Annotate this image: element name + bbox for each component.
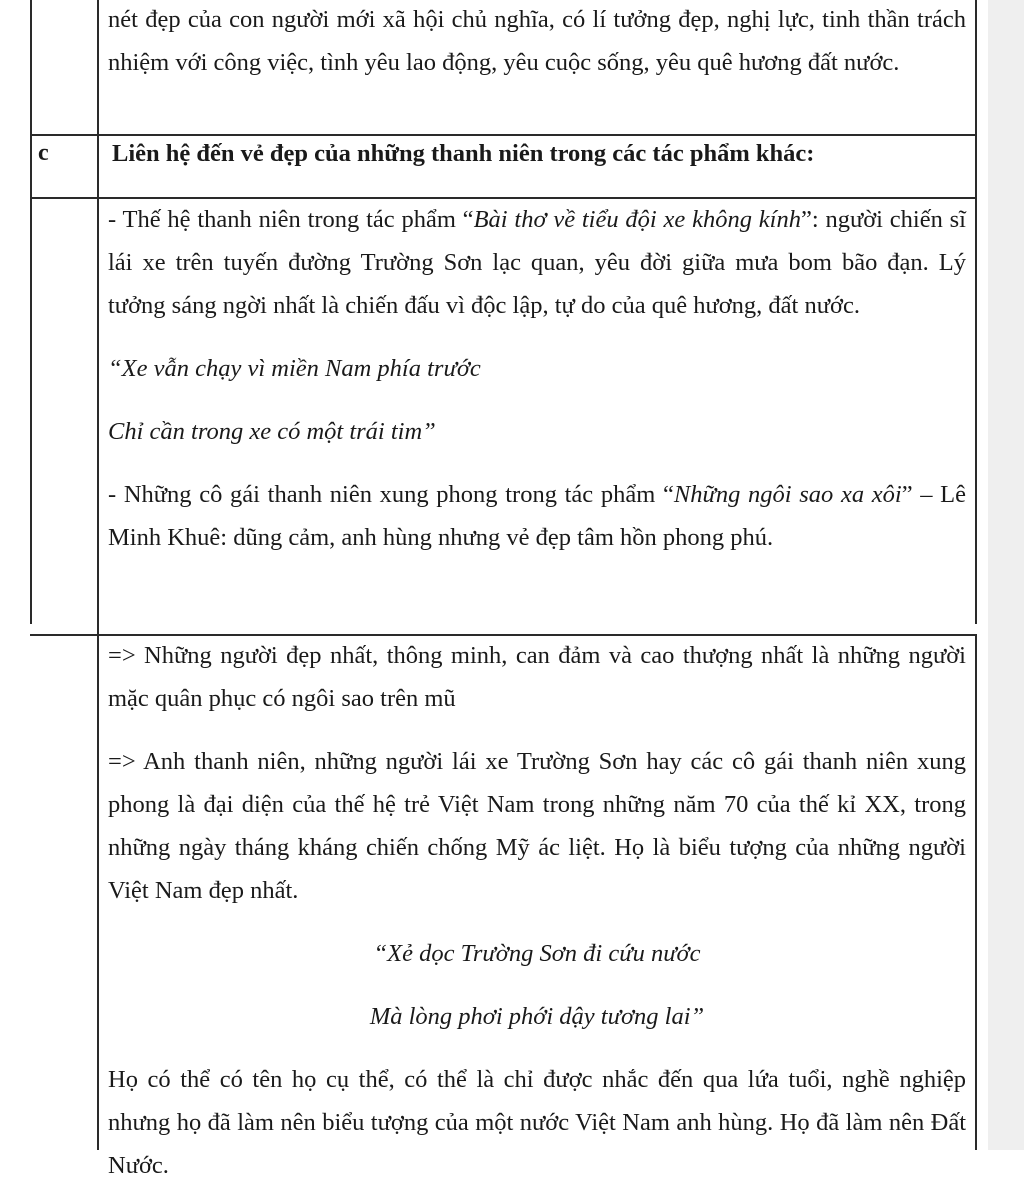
lower-table-right-border (975, 634, 977, 1150)
row-divider-1 (30, 134, 977, 136)
p1-lead: - Thế hệ thanh niên trong tác phẩm “ (108, 206, 474, 233)
top-cell (108, 0, 966, 84)
p2-lead: - Những cô gái thanh niên xung phong trong tác phẩm “ (108, 481, 674, 508)
table-column-divider (97, 0, 99, 1150)
quote-2-line-2 (108, 995, 966, 1038)
bottom-cell (108, 634, 966, 1187)
top-cell-text: nét đẹp của con người mới xã hội chủ nghĩa, có lí tưởng đẹp, nghị lực, tinh thần trách nhiệm với công việc, tình yêu lao động, yêu cuộc sống, yêu quê hương đất nước. (108, 6, 966, 76)
quote-1-line-2 (108, 410, 966, 453)
quote-2-line-1-text: “Xẻ dọc Trường Sơn đi cứu nước (373, 940, 701, 967)
p1-work-title: Bài thơ về tiểu đội xe không kính (473, 206, 801, 233)
table-left-border (30, 0, 32, 624)
conclusion-2: => Anh thanh niên, những người lái xe Trường Sơn hay các cô gái thanh niên xung phong là đại diện của thế hệ trẻ Việt Nam trong những năm 70 của thế kỉ XX, trong những ngày tháng kháng chiến chống Mỹ ác liệt. Họ là biểu tượng của những người Việt Nam đẹp nhất. (108, 748, 966, 904)
quote-2-line-2-text: Mà lòng phơi phới dậy tương lai” (369, 1003, 705, 1030)
quote-1-line-1-text: “Xe vẫn chạy vì miền Nam phía trước (108, 355, 481, 382)
conclusion-1: => Những người đẹp nhất, thông minh, can đảm và cao thượng nhất là những người mặc quân phục có ngôi sao trên mũ (108, 642, 966, 712)
quote-2-line-1 (108, 932, 966, 975)
section-label: c (38, 140, 49, 166)
conclusion-3: Họ có thể có tên họ cụ thể, có thể là chỉ được nhắc đến qua lứa tuổi, nghề nghiệp nhưng họ đã làm nên biểu tượng của một nước Việt Nam anh hùng. Họ đã làm nên Đất Nước. (108, 1066, 966, 1179)
quote-1-line-2-text: Chỉ cần trong xe có một trái tim” (108, 418, 436, 445)
page-edge-band (988, 0, 1024, 1150)
table-right-border (975, 0, 977, 624)
section-heading: Liên hệ đến vẻ đẹp của những thanh niên trong các tác phẩm khác: (112, 140, 815, 167)
p2-work-title: Những ngôi sao xa xôi (673, 481, 902, 508)
paragraph-nhung-ngoi-sao (108, 473, 966, 559)
quote-1-line-1 (108, 347, 966, 390)
p2-rest: ” – Lê Minh Khuê: dũng cảm, anh hùng nhưng vẻ đẹp tâm hồn phong phú. (108, 481, 967, 551)
p1-rest: ”: người chiến sĩ lái xe trên tuyến đường Trường Sơn lạc quan, yêu đời giữa mưa bom bão đạn. Lý tưởng sáng ngời nhất là chiến đấu vì độc lập, tự do của quê hương, đất nước. (108, 206, 966, 319)
middle-cell (108, 198, 966, 559)
paragraph-bai-tho (108, 198, 966, 327)
